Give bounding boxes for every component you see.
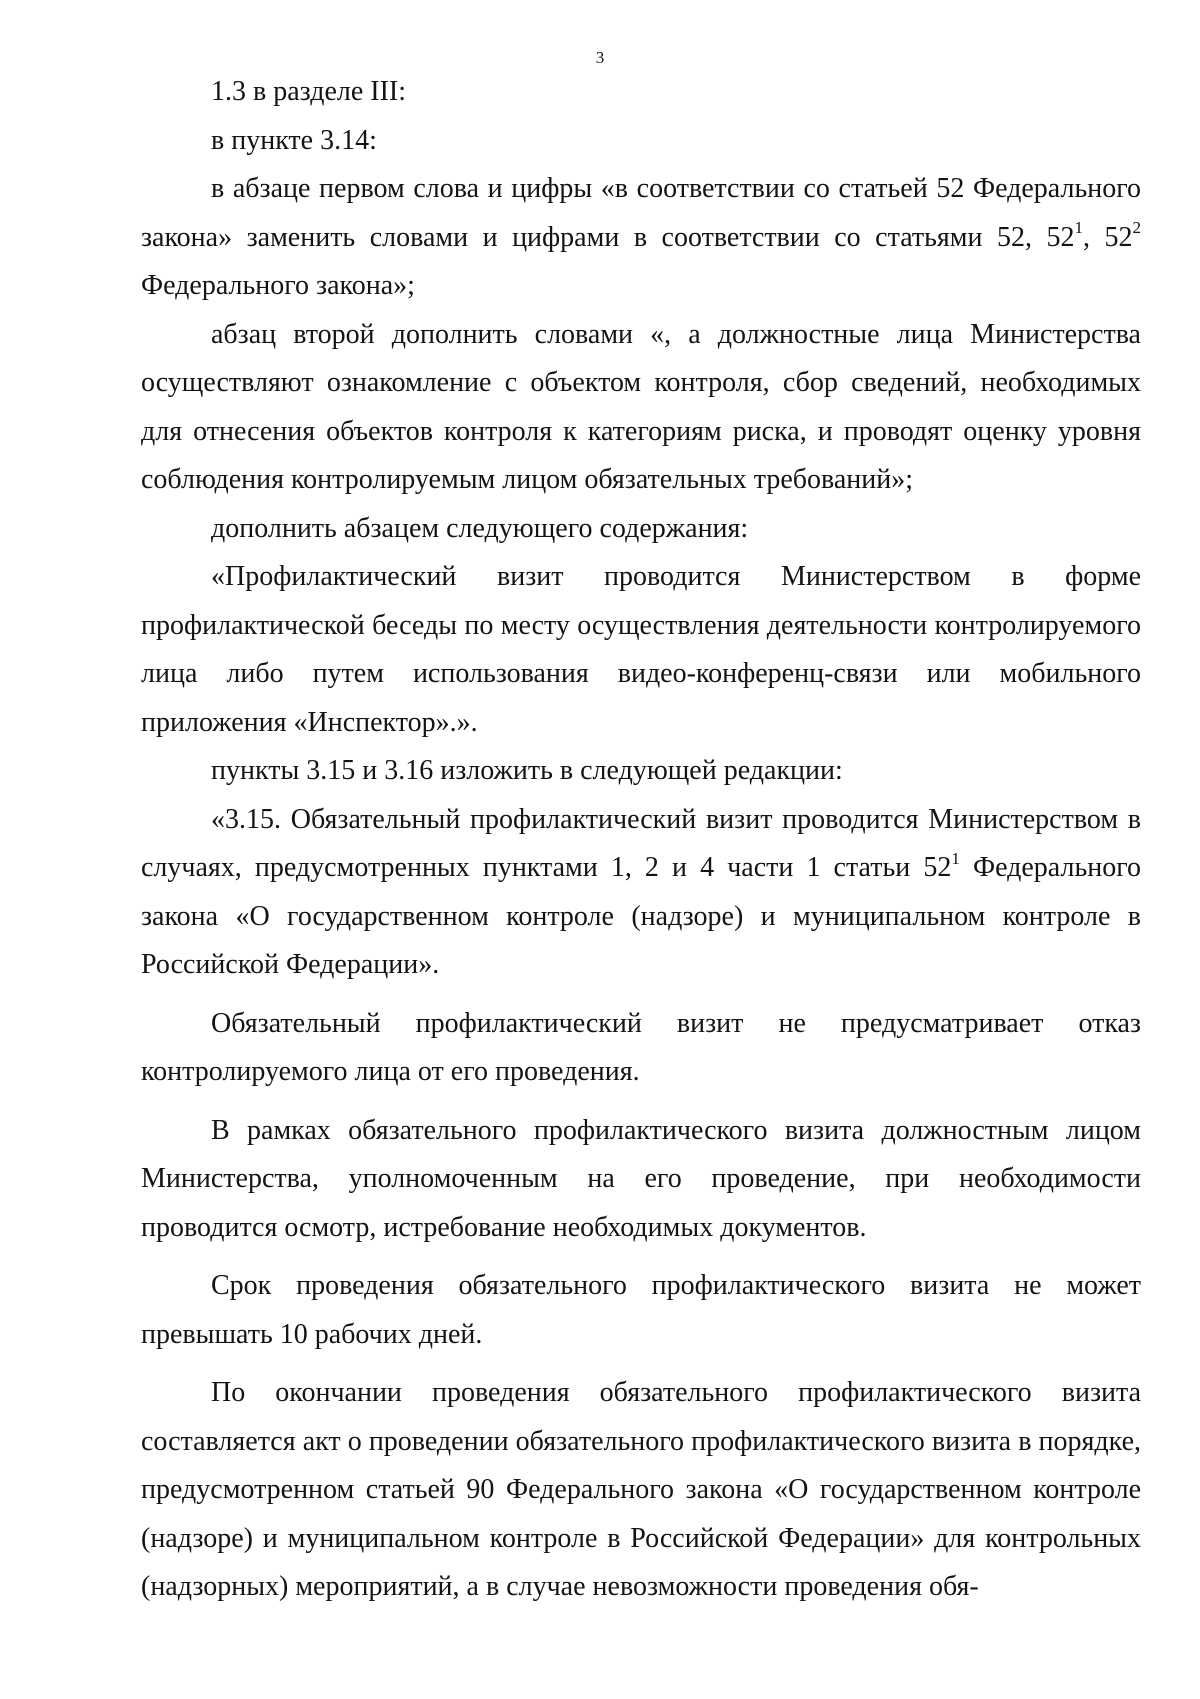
page-number: 3 xyxy=(595,48,605,67)
paragraph-inspection-scope: В рамках обязательного профилактического визита должностным лицом Министерства, уполномоченным на его проведение, при необходимости проводится осмотр, истребование необходимых документов. xyxy=(141,1114,1141,1243)
paragraph-act-drafting: По окончании проведения обязательного профилактического визита составляется акт о проведении обязательного профилактического визита в порядке, предусмотренном статьей 90 Федерального закона «О государственном контроле (надзоре) и муниципальном контроле в Российской Федерации» для контрольных (надзорных) мероприятий, а в случае невозможности проведения обя- xyxy=(141,1377,1141,1602)
superscript: 1 xyxy=(951,848,960,868)
superscript: 2 xyxy=(1132,218,1142,238)
paragraph-section-header: 1.3 в разделе III: xyxy=(211,76,407,107)
paragraph-text: в абзаце первом слова и цифры «в соответствии со статьей 52 Федерального закона» заменить словами и цифрами в соответствии со статьями 52, 52 xyxy=(141,173,1141,253)
paragraph-3-15 xyxy=(141,796,1141,990)
paragraph-items-3-15-3-16: пункты 3.15 и 3.16 изложить в следующей редакции: xyxy=(211,755,843,786)
paragraph-no-refusal: Обязательный профилактический визит не предусматривает отказ контролируемого лица от его проведения. xyxy=(141,1007,1141,1087)
paragraph-text: Федерального закона»; xyxy=(141,270,415,301)
paragraph-item-3-14: в пункте 3.14: xyxy=(211,124,377,156)
paragraph-add-abzats: дополнить абзацем следующего содержания: xyxy=(211,512,749,544)
superscript: 1 xyxy=(1074,218,1083,238)
paragraph-preventive-visit: «Профилактический визит проводится Министерством в форме профилактической беседы по месту осуществления деятельности контролируемого лица либо путем использования видео-конференц-связи или мобильного приложения «Инспектор».». xyxy=(141,561,1141,738)
paragraph-second-abzats-addition: абзац второй дополнить словами «, а должностные лица Министерства осуществляют ознакомление с объектом контроля, сбор сведений, необходимых для отнесения объектов контроля к категориям риска, и проводят оценку уровня соблюдения контролируемым лицом обязательных требований»; xyxy=(141,318,1141,495)
paragraph-text: Федерального закона «О государственном контроле (надзоре) и муниципальном контроле в Российской Федерации». xyxy=(141,852,1141,980)
paragraph-duration: Срок проведения обязательного профилактического визита не может превышать 10 рабочих дней. xyxy=(141,1270,1141,1350)
paragraph-text: «3.15. Обязательный профилактический визит проводится Министерством в случаях, предусмотренных пунктами 1, 2 и 4 части 1 статьи 52 xyxy=(141,803,1141,883)
paragraph-text: , 52 xyxy=(1083,221,1133,253)
document-body xyxy=(141,68,1141,1612)
paragraph-first-abzats-change xyxy=(141,165,1141,311)
